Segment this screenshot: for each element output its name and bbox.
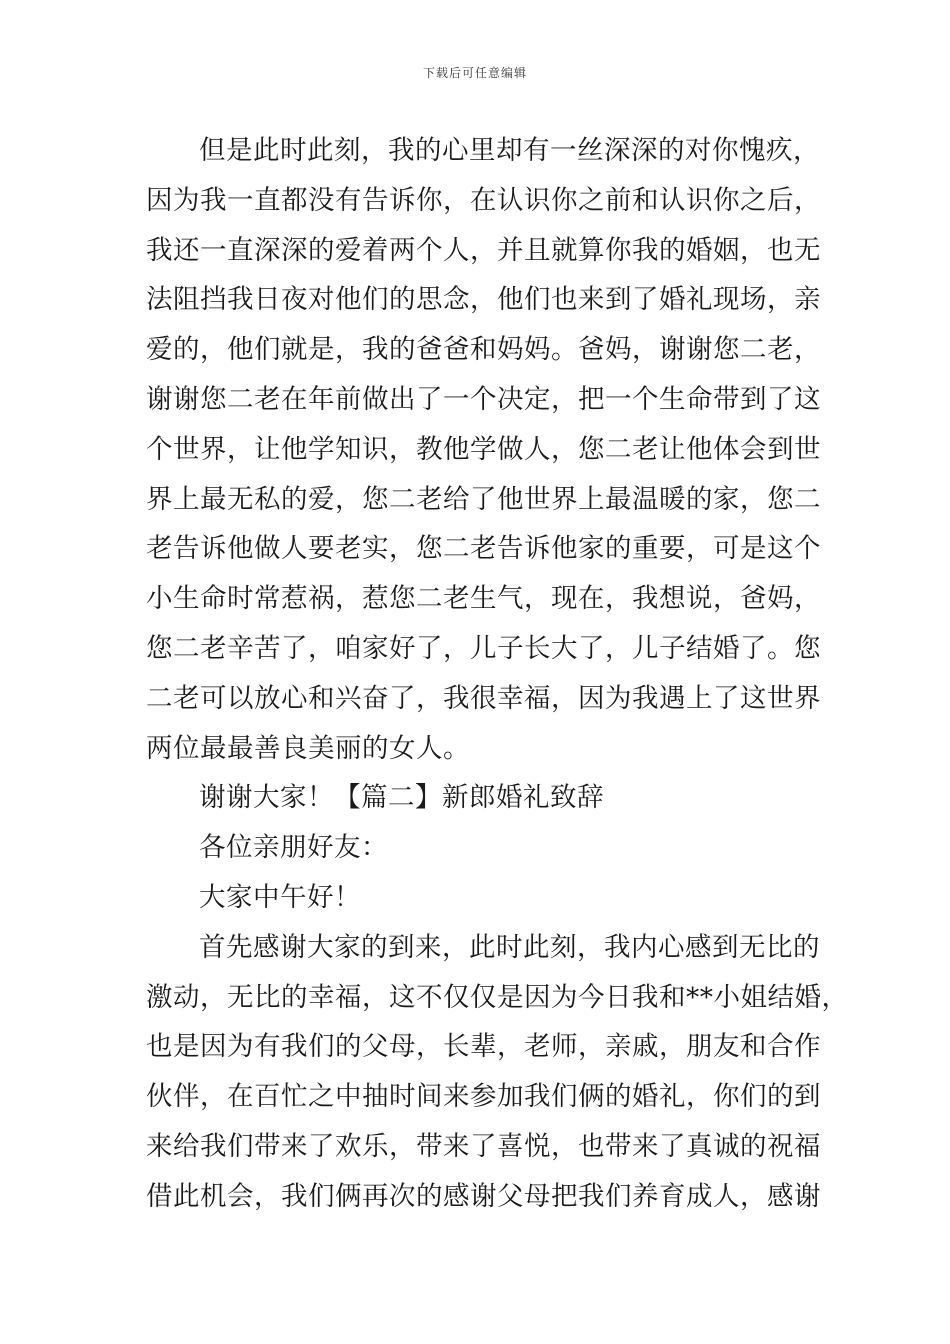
- text-line: 我还一直深深的爱着两个人，并且就算你我的婚姻，也无: [146, 234, 821, 266]
- text-line: 大家中午好！: [199, 881, 361, 913]
- text-line: 但是此时此刻，我的心里却有一丝深深的对你愧疚，: [199, 135, 820, 166]
- text-line: 老告诉他做人要老实，您二老告诉他家的重要，可是这个: [146, 533, 821, 565]
- text-line: 因为我一直都没有告诉你，在认识你之前和认识你之后，: [146, 184, 821, 216]
- text-line: 小生命时常惹祸，惹您二老生气，现在，我想说，爸妈，: [146, 583, 821, 615]
- text-line: 借此机会，我们俩再次的感谢父母把我们养育成人，感谢: [146, 1180, 821, 1212]
- text-line: 界上最无私的爱，您二老给了他世界上最温暖的家，您二: [146, 483, 821, 515]
- text-line: 来给我们带来了欢乐，带来了喜悦，也带来了真诚的祝福: [146, 1130, 821, 1162]
- text-line: 二老可以放心和兴奋了，我很幸福，因为我遇上了这世界: [146, 682, 821, 714]
- text-line: 爱的，他们就是，我的爸爸和妈妈。爸妈，谢谢您二老，: [146, 334, 821, 366]
- text-line: 首先感谢大家的到来，此时此刻，我内心感到无比的: [199, 931, 820, 963]
- text-line: 个世界，让他学知识，教他学做人，您二老让他体会到世: [146, 433, 821, 465]
- text-line: 伙伴，在百忙之中抽时间来参加我们俩的婚礼，你们的到: [146, 1081, 821, 1113]
- text-line: 也是因为有我们的父母，长辈，老师，亲戚，朋友和合作: [146, 1031, 821, 1063]
- text-line: 各位亲朋好友：: [199, 832, 388, 864]
- text-line: 谢谢您二老在年前做出了一个决定，把一个生命带到了这: [146, 383, 821, 415]
- text-line: 两位最最善良美丽的女人。: [146, 732, 470, 764]
- document-body: [146, 126, 849, 1222]
- text-line: 您二老辛苦了，咱家好了，儿子长大了，儿子结婚了。您: [146, 632, 821, 664]
- text-line: 谢谢大家！【篇二】新郎婚礼致辞: [199, 782, 604, 814]
- text-line: 激动，无比的幸福，这不仅仅是因为今日我和**小姐结婚，: [146, 981, 849, 1013]
- text-line: 法阻挡我日夜对他们的思念，他们也来到了婚礼现场，亲: [146, 284, 821, 316]
- page-header: 下载后可任意编辑: [422, 66, 527, 80]
